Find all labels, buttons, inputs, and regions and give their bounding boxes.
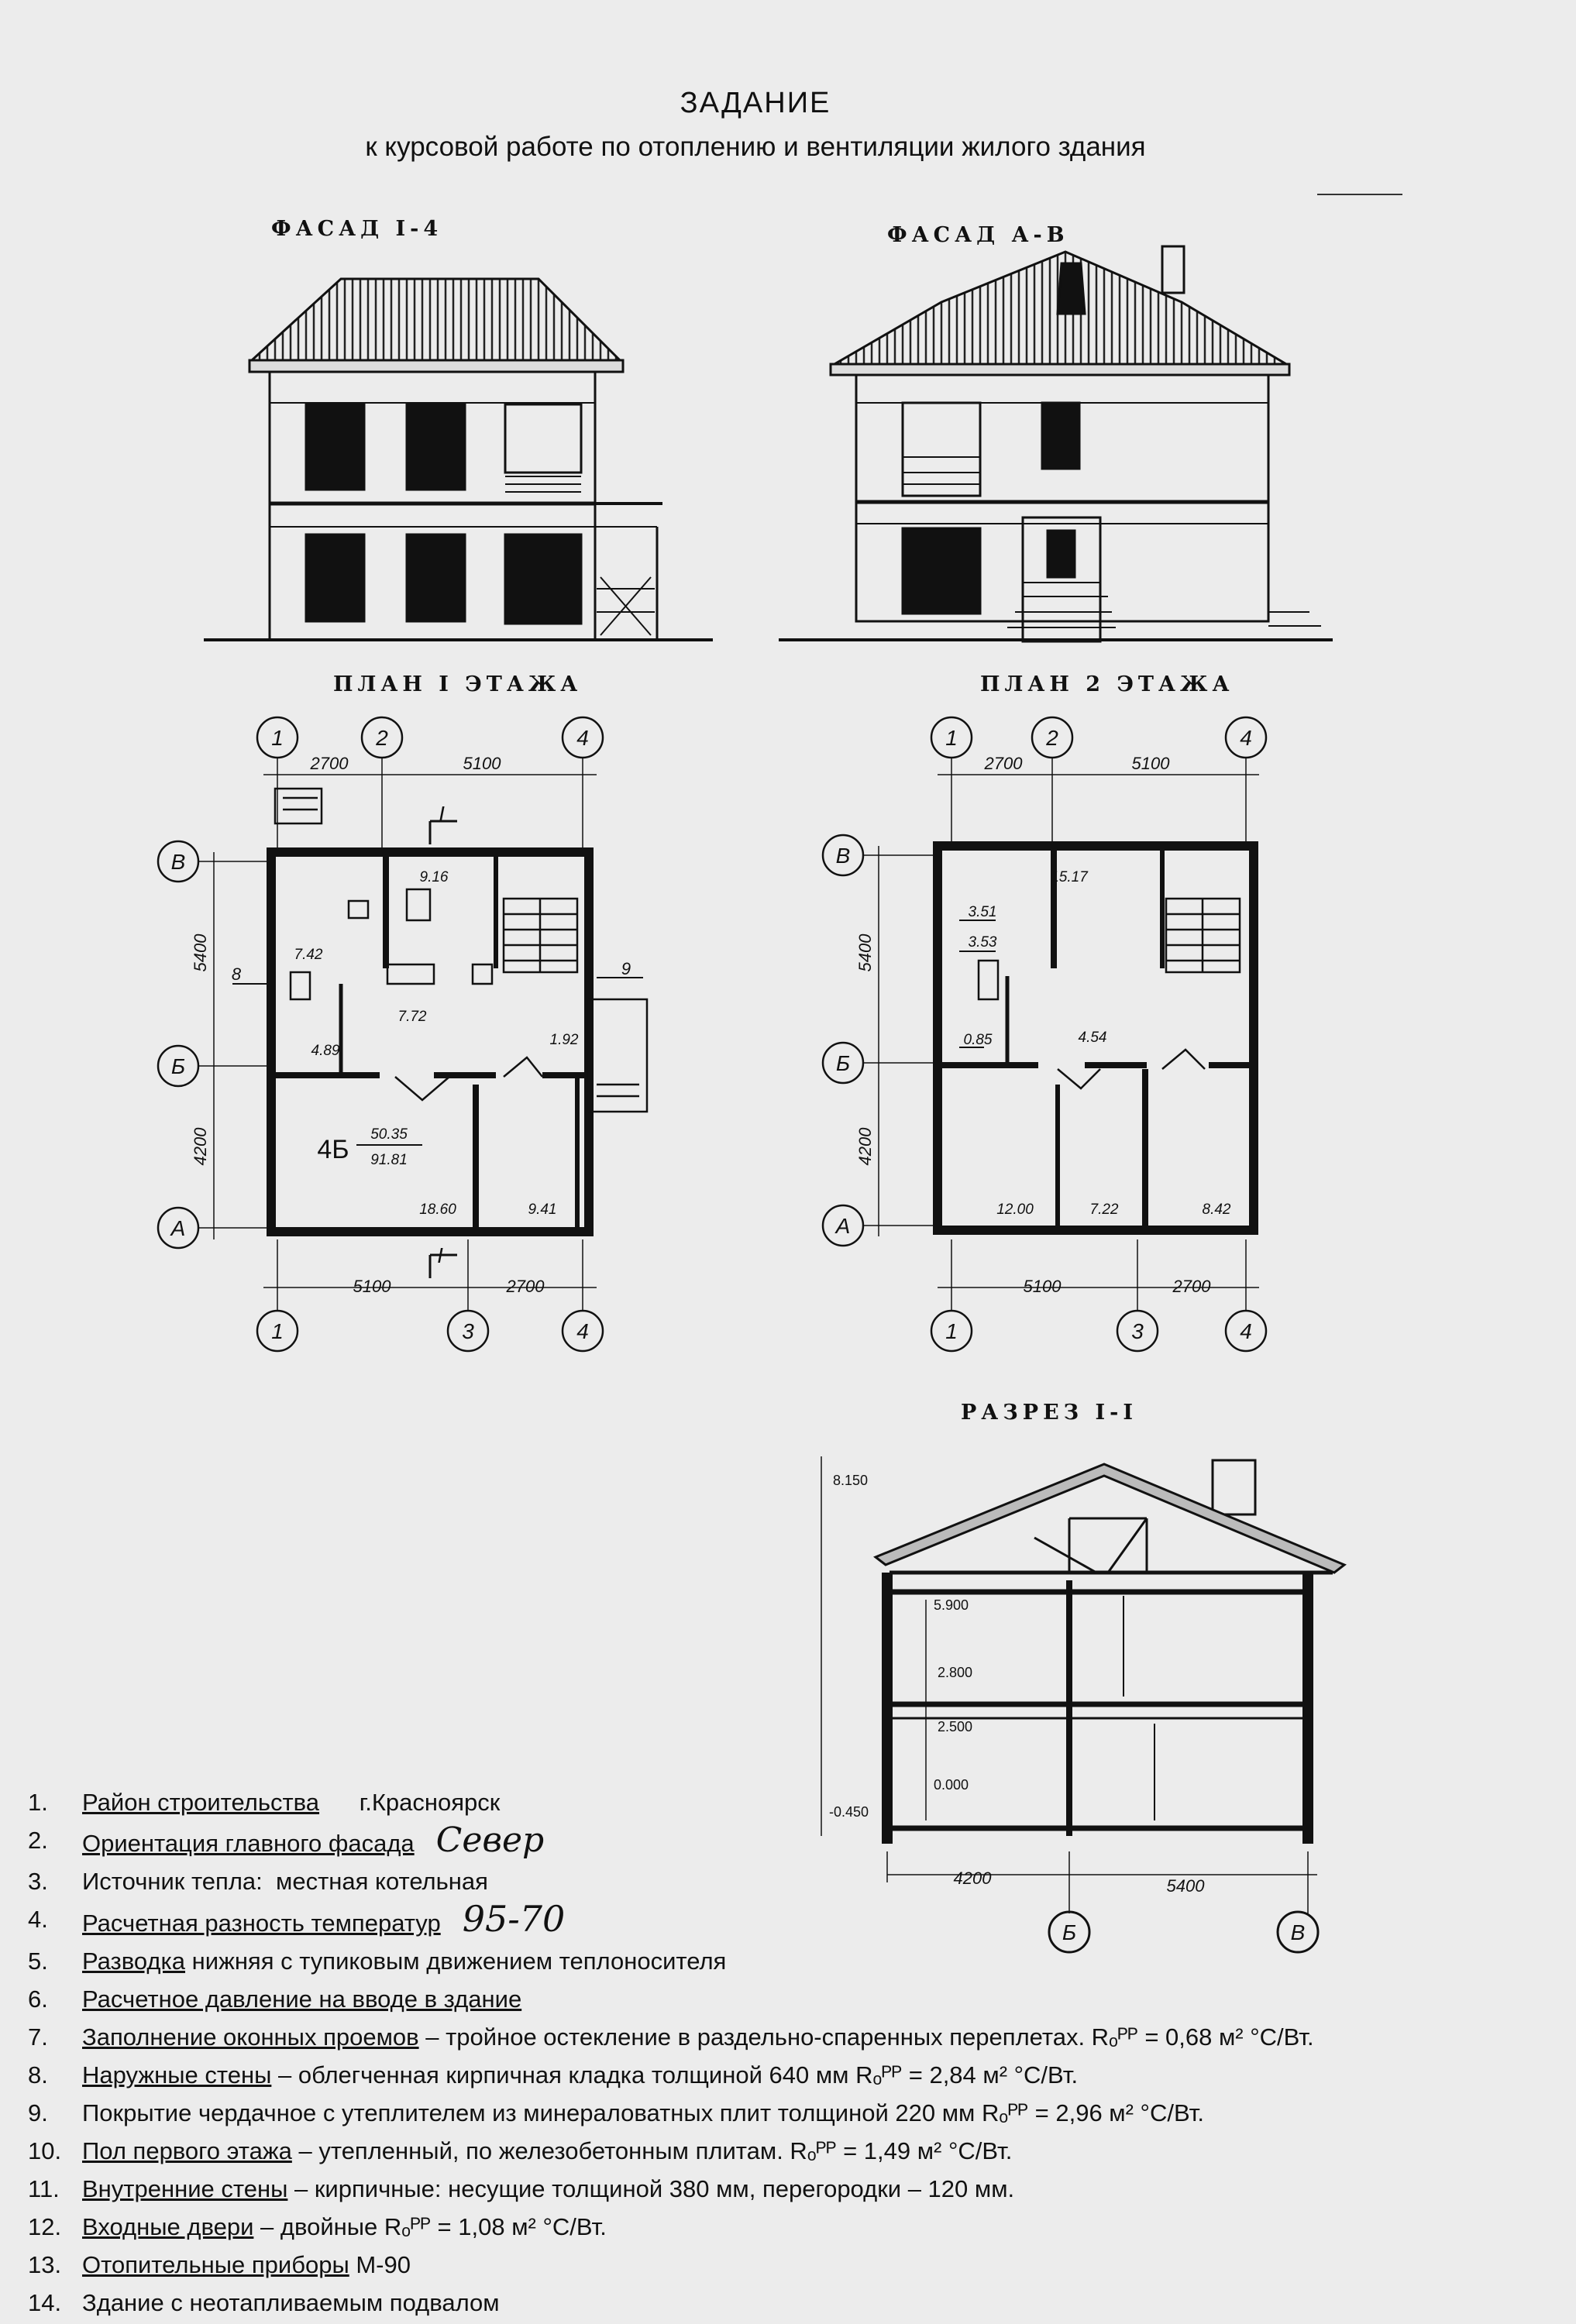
plan1-area-bottom: 91.81: [370, 1152, 408, 1168]
facade-1-caption: ФАСАД I-4: [271, 217, 443, 241]
spec-text: – утепленный, по железобетонным плитам. Rₒᴾᴾ = 1,49 м² °С/Вт.: [298, 2137, 1013, 2164]
spec-item: [28, 1942, 1547, 1980]
plan1-room-label: 7.42: [294, 947, 323, 963]
plan1-room-label: 9.16: [419, 869, 449, 885]
spec-label: Наружные стены: [82, 2061, 272, 2089]
spec-num: 3.: [28, 1868, 48, 1895]
plan2-axis-1-bottom: 1: [945, 1319, 958, 1343]
plan1-axis-b: Б: [170, 1054, 186, 1078]
spec-label: Расчетная разность температур: [82, 1910, 441, 1937]
plan2-dim-top-1: 2700: [984, 754, 1023, 773]
plan1-entry-mark: 9: [621, 959, 631, 978]
plan2-axis-1: 1: [945, 726, 958, 750]
section-level: 2.800: [938, 1665, 973, 1680]
plan2-axis-2: 2: [1046, 726, 1058, 750]
plan1-axis-3: 3: [462, 1319, 474, 1343]
plan2-axis-3: 3: [1131, 1319, 1144, 1343]
plan2-room-label: 3.51: [968, 904, 997, 920]
spec-item: [28, 1821, 1547, 1862]
spec-item: [28, 1900, 1547, 1942]
spec-list: [28, 1783, 1547, 2322]
plan1-room-label: 7.72: [397, 1009, 427, 1025]
spec-text: М-90: [356, 2251, 411, 2278]
spec-item: [28, 2208, 1547, 2246]
plan1-dim-bottom-1: 5100: [353, 1277, 391, 1296]
facade-1-4-drawing: [204, 279, 713, 640]
spec-text: местная котельная: [276, 1868, 488, 1895]
plan1-axis-2: 2: [376, 726, 388, 750]
section-level: -0.450: [829, 1804, 869, 1820]
plan1-room-label: 4.89: [311, 1043, 340, 1059]
plan1-cut-mark-top: I: [439, 802, 445, 826]
spec-num: 7.: [28, 2023, 48, 2051]
spec-text: – двойные Rₒᴾᴾ = 1,08 м² °С/Вт.: [260, 2213, 607, 2240]
spec-num: 5.: [28, 1948, 48, 1975]
plan1-dim-left-1: 5400: [191, 933, 210, 972]
spec-num: 6.: [28, 1985, 48, 2013]
plan1-dim-top-2: 5100: [463, 754, 501, 773]
plan2-room-label: 8.42: [1202, 1202, 1231, 1218]
plan1-axis-1-bottom: 1: [271, 1319, 284, 1343]
spec-text: г.Красноярск: [359, 1789, 501, 1816]
plan2-axis-4: 4: [1240, 726, 1252, 750]
section-level: 2.500: [938, 1719, 973, 1734]
plan-2-drawing: [823, 717, 1266, 1351]
plan-1-labels: [170, 726, 631, 1343]
spec-label: Ориентация главного фасада: [82, 1830, 415, 1857]
spec-label: Заполнение оконных проемов: [82, 2023, 419, 2051]
facade-a-b-drawing: [779, 246, 1333, 641]
spec-label: Отопительные приборы: [82, 2251, 349, 2278]
spec-text: – облегченная кирпичная кладка толщиной 640 мм Rₒᴾᴾ = 2,84 м² °С/Вт.: [277, 2061, 1079, 2089]
spec-item: [28, 2132, 1547, 2170]
spec-text: – кирпичные: несущие толщиной 380 мм, перегородки – 120 мм.: [294, 2175, 1015, 2202]
spec-num: 2.: [28, 1827, 48, 1854]
plan1-axis-4-bottom: 4: [576, 1319, 589, 1343]
spec-num: 8.: [28, 2061, 48, 2089]
plan1-area-top: 50.35: [370, 1126, 408, 1143]
section-level: 0.000: [934, 1777, 969, 1793]
spec-label: Входные двери: [82, 2213, 254, 2240]
plan1-room-label: 1.92: [549, 1032, 579, 1048]
spec-item: [28, 2094, 1547, 2132]
spec-num: 11.: [28, 2175, 60, 2202]
plan-1-caption: ПЛАН I ЭТАЖА: [333, 672, 583, 696]
spec-label: Внутренние стены: [82, 2175, 288, 2202]
plan1-axis-a: А: [170, 1216, 186, 1240]
spec-handwritten: Север: [435, 1820, 545, 1860]
section-caption: РАЗРЕЗ I-I: [961, 1401, 1137, 1425]
spec-text: Здание с неотапливаемым подвалом: [82, 2289, 500, 2316]
page-title: ЗАДАНИЕ: [680, 87, 831, 119]
spec-handwritten: 95-70: [462, 1898, 566, 1940]
plan2-room-label: 3.53: [968, 934, 997, 951]
plan1-apartment-code: 4Б: [317, 1135, 349, 1164]
spec-item: [28, 1862, 1547, 1900]
plan1-dim-bottom-2: 2700: [506, 1277, 545, 1296]
plan1-axis-v: В: [170, 850, 186, 874]
spec-item: [28, 1783, 1547, 1821]
section-dim-1: 4200: [953, 1868, 992, 1888]
plan1-room-label: 18.60: [419, 1202, 456, 1218]
plan2-room-label: 15.17: [1051, 869, 1088, 885]
section-level: 8.150: [833, 1473, 869, 1488]
plan2-axis-a: А: [835, 1214, 851, 1238]
page-subtitle: к курсовой работе по отоплению и вентиляции жилого здания: [365, 132, 1146, 162]
section-level: 5.900: [934, 1597, 969, 1613]
plan2-axis-4-bottom: 4: [1240, 1319, 1252, 1343]
spec-item: [28, 2056, 1547, 2094]
spec-item: [28, 2246, 1547, 2284]
plan1-room-label: 9.41: [528, 1202, 557, 1218]
plan-2-caption: ПЛАН 2 ЭТАЖА: [980, 672, 1234, 696]
spec-item: [28, 1980, 1547, 2018]
plan2-room-label: 0.85: [963, 1032, 993, 1048]
plan2-dim-bottom-2: 2700: [1172, 1277, 1211, 1296]
spec-num: 9.: [28, 2099, 48, 2126]
spec-item: [28, 2018, 1547, 2056]
plan1-dim-top-1: 2700: [310, 754, 349, 773]
plan2-room-label: 7.22: [1089, 1202, 1119, 1218]
spec-item: [28, 2170, 1547, 2208]
spec-num: 4.: [28, 1906, 48, 1933]
spec-item: [28, 2284, 1547, 2322]
spec-num: 13.: [28, 2251, 62, 2278]
spec-text: – тройное остекление в раздельно-спаренных переплетах. Rₒᴾᴾ = 0,68 м² °С/Вт.: [425, 2023, 1314, 2051]
plan1-axis-4: 4: [576, 726, 589, 750]
section-axis-v: В: [1290, 1920, 1306, 1944]
spec-text: Источник тепла:: [82, 1868, 263, 1895]
spec-num: 10.: [28, 2137, 62, 2164]
spec-label: Район строительства: [82, 1789, 320, 1816]
plan2-dim-top-2: 5100: [1131, 754, 1170, 773]
spec-text: Покрытие чердачное с утеплителем из минераловатных плит толщиной 220 мм Rₒᴾᴾ = 2,96 м² °С/Вт.: [82, 2099, 1204, 2126]
facade-2-caption: ФАСАД А-В: [887, 223, 1069, 247]
spec-label: Расчетное давление на вводе в здание: [82, 1985, 522, 2013]
plan2-axis-v: В: [835, 844, 851, 868]
plan-2-labels: [834, 726, 1252, 1343]
plan2-axis-b: Б: [835, 1051, 851, 1075]
plan2-dim-left-2: 4200: [855, 1127, 875, 1166]
spec-num: 14.: [28, 2289, 62, 2316]
spec-num: 12.: [28, 2213, 62, 2240]
section-dim-2: 5400: [1166, 1876, 1205, 1896]
plan2-room-label: 4.54: [1078, 1030, 1107, 1046]
spec-label: Разводка: [82, 1948, 186, 1975]
plan1-dim-left-2: 4200: [191, 1127, 210, 1166]
plan1-side-mark: 8: [231, 964, 242, 984]
plan2-dim-left-1: 5400: [855, 933, 875, 972]
plan1-axis-1: 1: [271, 726, 284, 750]
section-axis-b: Б: [1062, 1920, 1077, 1944]
plan2-room-label: 12.00: [996, 1202, 1034, 1218]
plan1-cut-mark-bottom: I: [437, 1243, 443, 1267]
spec-text: нижняя с тупиковым движением теплоносителя: [191, 1948, 727, 1975]
spec-label: Пол первого этажа: [82, 2137, 292, 2164]
plan2-dim-bottom-1: 5100: [1023, 1277, 1062, 1296]
spec-num: 1.: [28, 1789, 48, 1816]
